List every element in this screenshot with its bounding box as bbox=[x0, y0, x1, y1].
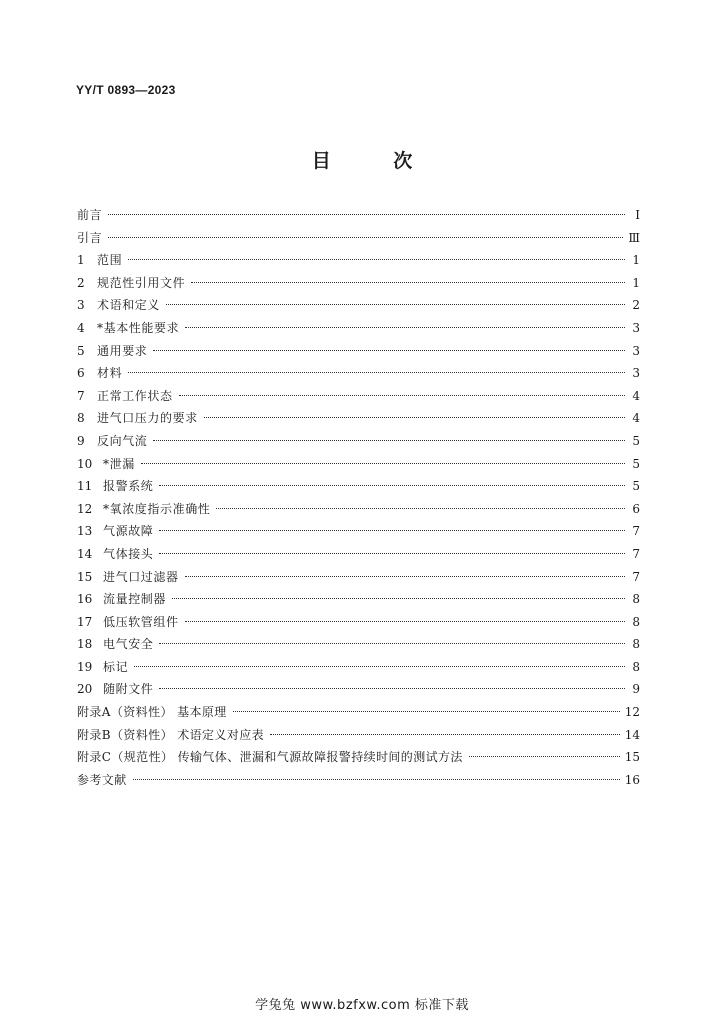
dot-leader bbox=[159, 485, 625, 486]
toc-entry-page: 12 bbox=[624, 705, 640, 720]
toc-entry-page: 15 bbox=[624, 750, 640, 765]
toc-entry-page: 3 bbox=[632, 320, 640, 335]
dot-leader bbox=[185, 621, 625, 622]
toc-entry-label: 附录B（资料性） 术语定义对应表 bbox=[77, 727, 265, 742]
toc-entry-8[interactable] bbox=[77, 407, 640, 430]
toc-entry-number: 20 bbox=[77, 682, 93, 697]
toc-entry-page: 7 bbox=[632, 546, 640, 561]
dot-leader bbox=[108, 214, 625, 215]
dot-leader bbox=[216, 508, 625, 509]
toc-entry-7[interactable] bbox=[77, 385, 640, 408]
toc-entry-number: 19 bbox=[77, 659, 93, 674]
toc-entry-4[interactable] bbox=[77, 317, 640, 340]
toc-entry-number: 17 bbox=[77, 614, 93, 629]
toc-entry-label: 前言 bbox=[77, 208, 103, 222]
toc-entry-number: 2 bbox=[77, 275, 85, 290]
toc-entry-annex-a[interactable] bbox=[77, 701, 640, 724]
footer-watermark-text: 学兔兔 www.bzfxw.com 标准下载 bbox=[255, 998, 469, 1013]
dot-leader bbox=[159, 530, 625, 531]
toc-entry-label: 标记 bbox=[103, 659, 129, 674]
toc-entry-page: 8 bbox=[632, 614, 640, 629]
toc-entry-page: 8 bbox=[632, 592, 640, 607]
toc-entry-label: 电气安全 bbox=[103, 637, 154, 652]
toc-entry-label: 正常工作状态 bbox=[97, 388, 173, 403]
toc-entry-number: 3 bbox=[77, 298, 85, 313]
toc-entry-1[interactable] bbox=[77, 249, 640, 272]
dot-leader bbox=[270, 734, 620, 735]
toc-entry-page: 5 bbox=[632, 479, 640, 494]
toc-entry-annex-c[interactable] bbox=[77, 746, 640, 769]
toc-entry-page: 3 bbox=[632, 343, 640, 358]
toc-entry-label: 术语和定义 bbox=[97, 298, 161, 313]
toc-entry-number: 11 bbox=[77, 479, 93, 494]
toc-entry-16[interactable] bbox=[77, 588, 640, 611]
toc-entry-label: 通用要求 bbox=[97, 343, 148, 358]
dot-leader bbox=[185, 576, 625, 577]
dot-leader bbox=[153, 350, 625, 351]
toc-entry-number: 9 bbox=[77, 433, 85, 448]
toc-entry-number: 18 bbox=[77, 637, 93, 652]
toc-entry-page: 1 bbox=[632, 253, 640, 268]
toc-entry-12[interactable] bbox=[77, 498, 640, 521]
document-code: YY/T 0893—2023 bbox=[76, 83, 176, 97]
toc-entry-label: 材料 bbox=[97, 366, 123, 381]
toc-entry-page: 16 bbox=[624, 772, 640, 787]
toc-entry-page: 7 bbox=[632, 524, 640, 539]
toc-entry-20[interactable] bbox=[77, 678, 640, 701]
toc-entry-page: 5 bbox=[632, 456, 640, 471]
dot-leader bbox=[134, 666, 625, 667]
toc-entry-label: 参考文献 bbox=[77, 772, 127, 787]
toc-entry-number: 7 bbox=[77, 388, 85, 403]
toc-entry-number: 10 bbox=[77, 456, 93, 471]
toc-entry-17[interactable] bbox=[77, 611, 640, 634]
toc-entry-label: 范围 bbox=[97, 253, 123, 268]
toc-entry-introduction[interactable] bbox=[77, 227, 640, 250]
toc-entry-page: 9 bbox=[632, 682, 640, 697]
dot-leader bbox=[128, 372, 625, 373]
toc-entry-page: 3 bbox=[632, 366, 640, 381]
toc-entry-page: 4 bbox=[632, 388, 640, 403]
dot-leader bbox=[153, 440, 625, 441]
toc-entry-number: 12 bbox=[77, 501, 93, 516]
page-title: 目 次 bbox=[311, 150, 441, 172]
toc-entry-foreword[interactable] bbox=[77, 204, 640, 227]
toc-entry-9[interactable] bbox=[77, 430, 640, 453]
toc-entry-number: 1 bbox=[77, 253, 85, 268]
toc-entry-label: 进气口过滤器 bbox=[103, 569, 179, 584]
toc-entry-number: 8 bbox=[77, 411, 85, 426]
toc-entry-page: 14 bbox=[624, 727, 640, 742]
toc-entry-number: 15 bbox=[77, 569, 93, 584]
toc-entry-number: 5 bbox=[77, 343, 85, 358]
toc-entry-label: 进气口压力的要求 bbox=[97, 411, 198, 426]
toc-entry-label: 规范性引用文件 bbox=[97, 275, 186, 290]
dot-leader bbox=[469, 756, 620, 757]
dot-leader bbox=[108, 237, 623, 238]
toc-entry-13[interactable] bbox=[77, 520, 640, 543]
toc-entry-label: 引言 bbox=[77, 230, 103, 245]
toc-entry-page: 5 bbox=[632, 433, 640, 448]
toc-entry-label: 随附文件 bbox=[103, 682, 154, 697]
toc-entry-page: 7 bbox=[632, 569, 640, 584]
toc-entry-page: 4 bbox=[632, 411, 640, 426]
toc-entry-10[interactable] bbox=[77, 453, 640, 476]
dot-leader bbox=[159, 688, 625, 689]
toc-entry-label: *泄漏 bbox=[103, 456, 135, 471]
toc-entry-label: 气体接头 bbox=[103, 546, 154, 561]
dot-leader bbox=[128, 259, 625, 260]
dot-leader bbox=[233, 711, 620, 712]
toc-entry-label: *基本性能要求 bbox=[97, 320, 180, 335]
dot-leader bbox=[133, 779, 620, 780]
toc-entry-page: 1 bbox=[632, 275, 640, 290]
toc-entry-5[interactable] bbox=[77, 340, 640, 363]
toc-entry-number: 6 bbox=[77, 366, 85, 381]
toc-entry-label: 附录C（规范性） 传输气体、泄漏和气源故障报警持续时间的测试方法 bbox=[77, 750, 463, 765]
toc-entry-3[interactable] bbox=[77, 294, 640, 317]
toc-entry-18[interactable] bbox=[77, 633, 640, 656]
toc-entry-19[interactable] bbox=[77, 656, 640, 679]
toc-entry-page: 8 bbox=[632, 659, 640, 674]
toc-entry-page: Ⅲ bbox=[628, 230, 640, 245]
dot-leader bbox=[159, 643, 625, 644]
toc-entry-number: 16 bbox=[77, 592, 93, 607]
toc-entry-label: 低压软管组件 bbox=[103, 614, 179, 629]
toc-entry-11[interactable] bbox=[77, 475, 640, 498]
toc-entry-number: 4 bbox=[77, 320, 85, 335]
dot-leader bbox=[141, 463, 625, 464]
toc-entry-page: 8 bbox=[632, 637, 640, 652]
toc-entry-label: 附录A（资料性） 基本原理 bbox=[77, 705, 227, 720]
dot-leader bbox=[166, 304, 625, 305]
toc-entry-2[interactable] bbox=[77, 272, 640, 295]
dot-leader bbox=[204, 417, 625, 418]
table-of-contents bbox=[77, 204, 640, 791]
dot-leader bbox=[172, 598, 625, 599]
toc-entry-bibliography[interactable] bbox=[77, 769, 640, 792]
toc-entry-label: 反向气流 bbox=[97, 433, 148, 448]
toc-entry-number: 14 bbox=[77, 546, 93, 561]
toc-entry-page: 2 bbox=[632, 298, 640, 313]
toc-entry-page: Ⅰ bbox=[635, 208, 640, 222]
toc-entry-number: 13 bbox=[77, 524, 93, 539]
toc-entry-14[interactable] bbox=[77, 543, 640, 566]
toc-entry-page: 6 bbox=[632, 501, 640, 516]
toc-entry-6[interactable] bbox=[77, 362, 640, 385]
dot-leader bbox=[191, 282, 625, 283]
toc-entry-label: 流量控制器 bbox=[103, 592, 167, 607]
toc-entry-label: *氧浓度指示准确性 bbox=[103, 501, 211, 516]
dot-leader bbox=[185, 327, 625, 328]
toc-entry-label: 报警系统 bbox=[103, 479, 154, 494]
dot-leader bbox=[159, 553, 625, 554]
toc-entry-label: 气源故障 bbox=[103, 524, 154, 539]
dot-leader bbox=[179, 395, 625, 396]
toc-entry-15[interactable] bbox=[77, 566, 640, 589]
toc-entry-annex-b[interactable] bbox=[77, 724, 640, 747]
